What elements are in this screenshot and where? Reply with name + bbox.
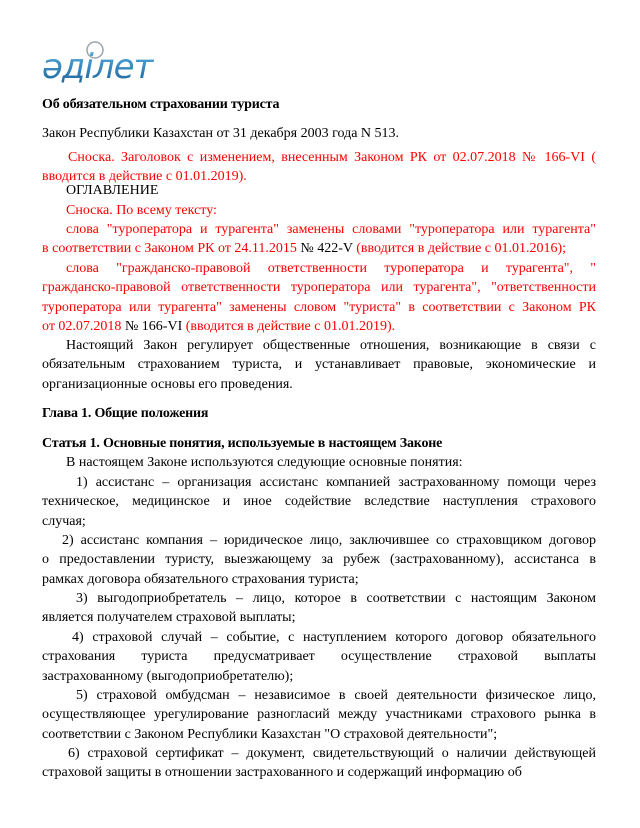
text-line bbox=[42, 355, 596, 374]
text-segment: страхования туриста предусматривает осуществление страховой выплаты bbox=[42, 649, 596, 665]
text-segment: случая; bbox=[42, 513, 86, 529]
text-line bbox=[42, 201, 596, 220]
text-segment: Сноска. По всему тексту: bbox=[66, 203, 217, 218]
chapter-heading bbox=[42, 404, 596, 423]
text-line bbox=[42, 336, 596, 355]
definition-certificate bbox=[42, 744, 596, 783]
text-segment: туроператора или турагента" заменены словом "туриста" в соответствии с Законом РК bbox=[42, 299, 596, 315]
text-line bbox=[42, 453, 596, 472]
adilet-logo bbox=[40, 38, 180, 88]
text-line bbox=[42, 434, 596, 453]
text-line bbox=[42, 512, 596, 531]
text-segment: Закон Республики Казахстан от 31 декабря 2003 года N 513. bbox=[42, 126, 400, 141]
text-line bbox=[42, 239, 596, 258]
text-segment: Настоящий Закон регулирует общественные отношения, возникающие в связи с bbox=[66, 338, 596, 353]
footnote-intro bbox=[42, 201, 596, 220]
table-of-contents-label bbox=[42, 181, 596, 200]
text-line bbox=[42, 124, 596, 143]
text-segment: ОГЛАВЛЕНИЕ bbox=[66, 183, 159, 198]
text-line bbox=[42, 375, 596, 394]
text-segment: Глава 1. Общие положения bbox=[42, 406, 209, 421]
text-line bbox=[42, 531, 596, 550]
text-line bbox=[42, 705, 596, 724]
text-segment: от 02.07.2018 bbox=[42, 319, 125, 335]
text-line bbox=[42, 570, 596, 589]
text-segment: застрахованному (выгодоприобретателю); bbox=[42, 668, 294, 684]
text-line bbox=[42, 550, 596, 569]
text-segment: обязательным страхованием туриста, и устанавливает правовые, экономические и bbox=[42, 357, 596, 373]
law-reference bbox=[42, 124, 596, 143]
text-segment: является получателем страховой выплаты; bbox=[42, 610, 296, 626]
text-segment: организационные основы его проведения. bbox=[42, 376, 293, 392]
text-line bbox=[42, 686, 596, 705]
text-segment: Об обязательном страховании туриста bbox=[42, 97, 280, 112]
text-segment: рамках договора обязательного страхования туриста; bbox=[42, 571, 359, 587]
text-line bbox=[42, 95, 596, 114]
text-line bbox=[42, 492, 596, 511]
text-segment: вводится в действие с 01.01.2019). bbox=[42, 169, 247, 185]
text-line bbox=[42, 181, 596, 200]
text-segment: о предоставлении туристу, выезжающему за рубеж (застрахованному), ассистанса в bbox=[42, 552, 596, 568]
text-segment: слова "гражданско-правовой ответственности туроператора и турагента", " bbox=[66, 261, 596, 276]
text-line bbox=[42, 608, 596, 627]
text-line bbox=[42, 473, 596, 492]
definition-assistance-company bbox=[42, 531, 596, 589]
article-heading bbox=[42, 434, 596, 453]
text-segment: в соответствии с Законом РК от 24.11.2015 bbox=[42, 241, 301, 257]
text-segment: (вводится в действие с 01.01.2016); bbox=[352, 241, 567, 257]
text-segment: техническое, медицинское и иное содействие вследствие наступления страхового bbox=[42, 494, 596, 510]
text-segment: гражданско-правовой ответственности туроператора или турагента", "ответственности bbox=[42, 280, 596, 296]
definition-beneficiary bbox=[42, 589, 596, 628]
text-line bbox=[42, 763, 596, 782]
text-line bbox=[42, 628, 596, 647]
text-segment: 4) страховой случай – событие, с наступлением которого договор обязательного bbox=[72, 630, 596, 645]
text-line bbox=[42, 298, 596, 317]
text-segment: (вводится в действие с 01.01.2019). bbox=[182, 319, 396, 335]
text-line bbox=[42, 725, 596, 744]
document-title bbox=[42, 95, 596, 114]
text-segment: 1) ассистанс – организация ассистанс компанией застрахованному помощи через bbox=[76, 475, 596, 490]
footnote-amendment-2 bbox=[42, 259, 596, 337]
text-line bbox=[42, 589, 596, 608]
text-segment: слова "туроператора и турагента" заменены словами "туроператора или турагента" bbox=[66, 222, 596, 237]
definition-assistance bbox=[42, 473, 596, 531]
text-segment: Сноска. Заголовок с изменением, внесенным Законом РК от 02.07.2018 № 166-VI ( bbox=[68, 150, 596, 165]
text-segment: 2) ассистанс компания – юридическое лицо, заключившее со страховщиком договор bbox=[62, 533, 596, 548]
text-segment: Статья 1. Основные понятия, используемые в настоящем Законе bbox=[42, 436, 443, 451]
definition-ombudsman bbox=[42, 686, 596, 744]
text-line bbox=[42, 404, 596, 423]
text-segment: 5) страховой омбудсман – независимое в своей деятельности физическое лицо, bbox=[76, 688, 596, 703]
preamble bbox=[42, 336, 596, 394]
article-intro bbox=[42, 453, 596, 472]
text-line bbox=[42, 317, 596, 336]
text-line bbox=[42, 647, 596, 666]
text-segment: № 422-V bbox=[300, 241, 353, 257]
text-segment: № 166-VI bbox=[124, 319, 183, 335]
logo-text: әділет bbox=[42, 47, 153, 87]
text-segment: В настоящем Законе используются следующие основные понятия: bbox=[66, 455, 463, 470]
text-line bbox=[42, 148, 596, 167]
text-line bbox=[42, 278, 596, 297]
text-line bbox=[42, 220, 596, 239]
text-segment: 3) выгодоприобретатель – лицо, которое в соответствии с настоящим Законом bbox=[76, 591, 596, 606]
text-segment: страховой защиты в отношении застрахованного и содержащий информацию об bbox=[42, 765, 522, 781]
text-line bbox=[42, 667, 596, 686]
text-segment: осуществляющее урегулирование разногласий между участниками страхового рынка в bbox=[42, 707, 596, 723]
text-line bbox=[42, 744, 596, 763]
text-segment: соответствии с Законом Республики Казахстан "О страховой деятельности"; bbox=[42, 726, 498, 742]
definition-insured-event bbox=[42, 628, 596, 686]
text-line bbox=[42, 259, 596, 278]
footnote-amendment-1 bbox=[42, 220, 596, 259]
text-segment: 6) страховой сертификат – документ, свидетельствующий о наличии действующей bbox=[68, 746, 596, 761]
